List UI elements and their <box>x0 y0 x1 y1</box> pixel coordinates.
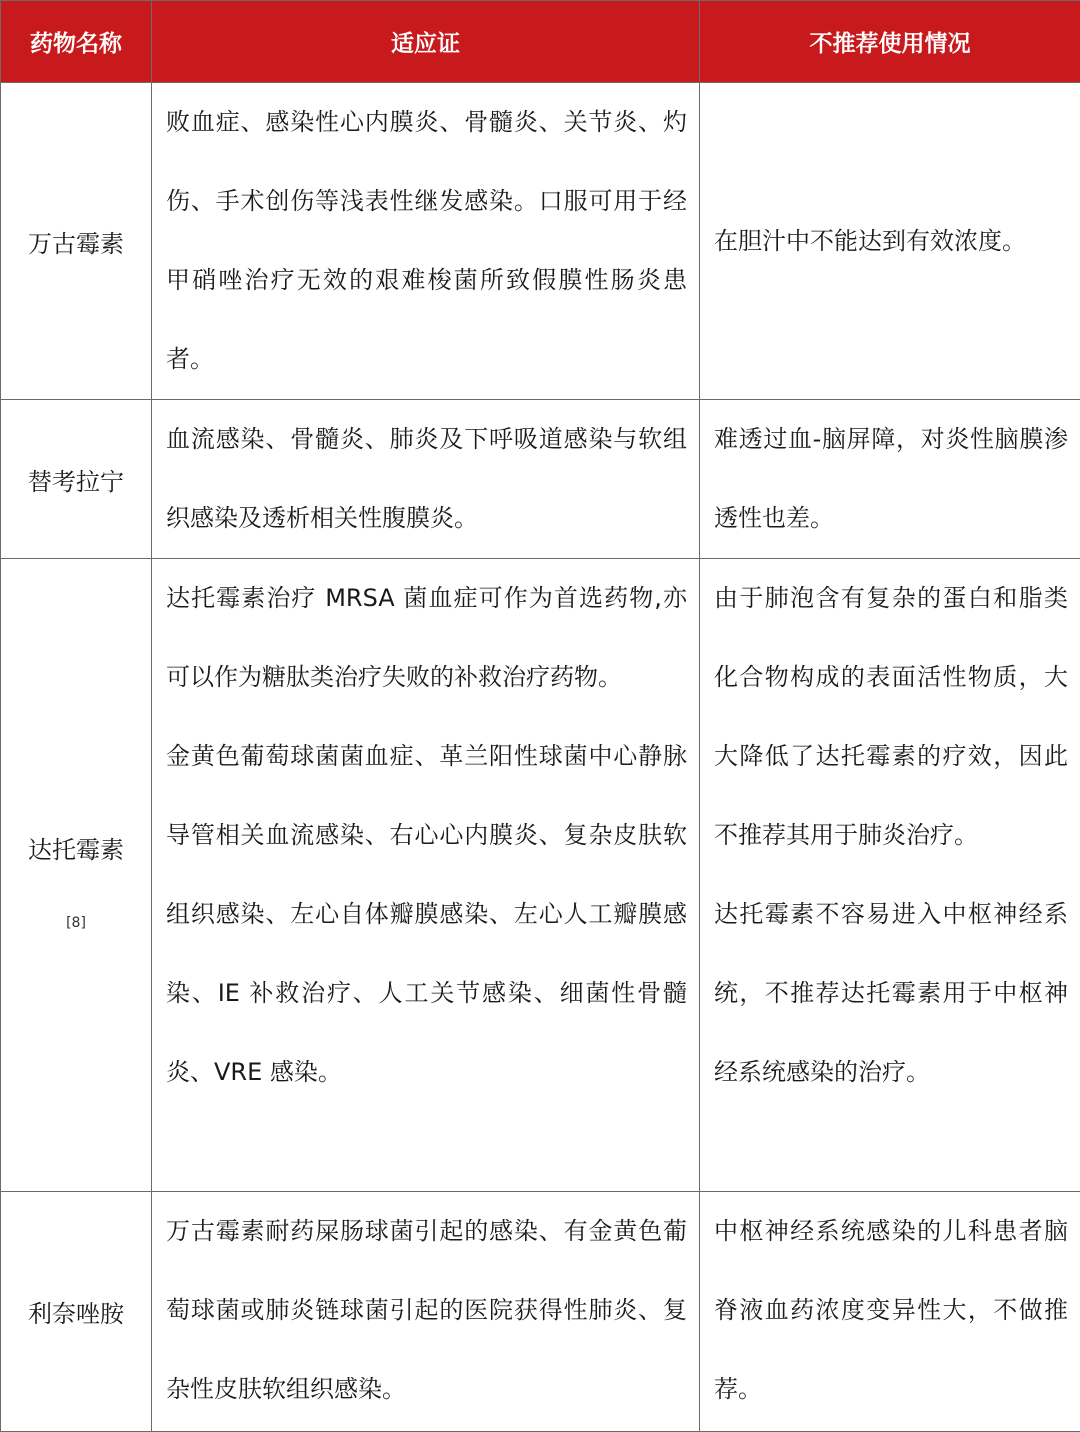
not-recommended-text: 由于肺泡含有复杂的蛋白和脂类化合物构成的表面活性物质，大大降低了达托霉素的疗效，因此不推荐其用于肺炎治疗。 <box>714 559 1068 875</box>
indication-cell <box>152 83 700 400</box>
indication-text: 血流感染、骨髓炎、肺炎及下呼吸道感染与软组织感染及透析相关性腹膜炎。 <box>166 400 687 558</box>
indication-cell <box>152 400 700 559</box>
indication-cell <box>152 559 700 1192</box>
indication-text: 金黄色葡萄球菌菌血症、革兰阳性球菌中心静脉导管相关血流感染、右心心内膜炎、复杂皮肤软组织感染、左心自体瓣膜感染、左心人工瓣膜感染、IE 补救治疗、人工关节感染、细菌性骨髓炎、VRE 感染。 <box>166 717 687 1112</box>
drug-name-cell <box>1 83 152 400</box>
drug-name: 利奈唑胺 <box>5 1294 147 1329</box>
not-recommended-cell <box>700 559 1080 1192</box>
not-recommended-text: 达托霉素不容易进入中枢神经系统，不推荐达托霉素用于中枢神经系统感染的治疗。 <box>714 875 1068 1112</box>
not-recommended-cell <box>700 83 1080 400</box>
indication-text: 败血症、感染性心内膜炎、骨髓炎、关节炎、灼伤、手术创伤等浅表性继发感染。口服可用于经甲硝唑治疗无效的艰难梭菌所致假膜性肠炎患者。 <box>166 83 687 399</box>
indication-text: 万古霉素耐药屎肠球菌引起的感染、有金黄色葡萄球菌或肺炎链球菌引起的医院获得性肺炎、复杂性皮肤软组织感染。 <box>166 1192 687 1429</box>
drug-name: 达托霉素 <box>5 830 147 865</box>
not-recommended-cell <box>700 1192 1080 1432</box>
table-row <box>1 400 1080 559</box>
table-row <box>1 83 1080 400</box>
table-header-row <box>1 1 1080 83</box>
not-recommended-cell <box>700 400 1080 559</box>
drug-name: 替考拉宁 <box>5 462 147 497</box>
drug-name-cell <box>1 1192 152 1432</box>
not-recommended-text: 在胆汁中不能达到有效浓度。 <box>714 202 1068 281</box>
drug-name-cell <box>1 559 152 1192</box>
drug-name-cell <box>1 400 152 559</box>
reference-mark: [8] <box>5 913 147 933</box>
header-drug-name: 药物名称 <box>1 1 152 83</box>
header-not-recommended: 不推荐使用情况 <box>700 1 1080 83</box>
drug-name: 万古霉素 <box>5 224 147 259</box>
not-recommended-text: 难透过血-脑屏障，对炎性脑膜渗透性也差。 <box>714 400 1068 558</box>
indication-text: 达托霉素治疗 MRSA 菌血症可作为首选药物,亦可以作为糖肽类治疗失败的补救治疗药物。 <box>166 559 687 717</box>
table-row <box>1 1192 1080 1432</box>
header-indication: 适应证 <box>152 1 700 83</box>
not-recommended-text: 中枢神经系统感染的儿科患者脑脊液血药浓度变异性大，不做推荐。 <box>714 1192 1068 1429</box>
indication-cell <box>152 1192 700 1432</box>
table-row <box>1 559 1080 1192</box>
